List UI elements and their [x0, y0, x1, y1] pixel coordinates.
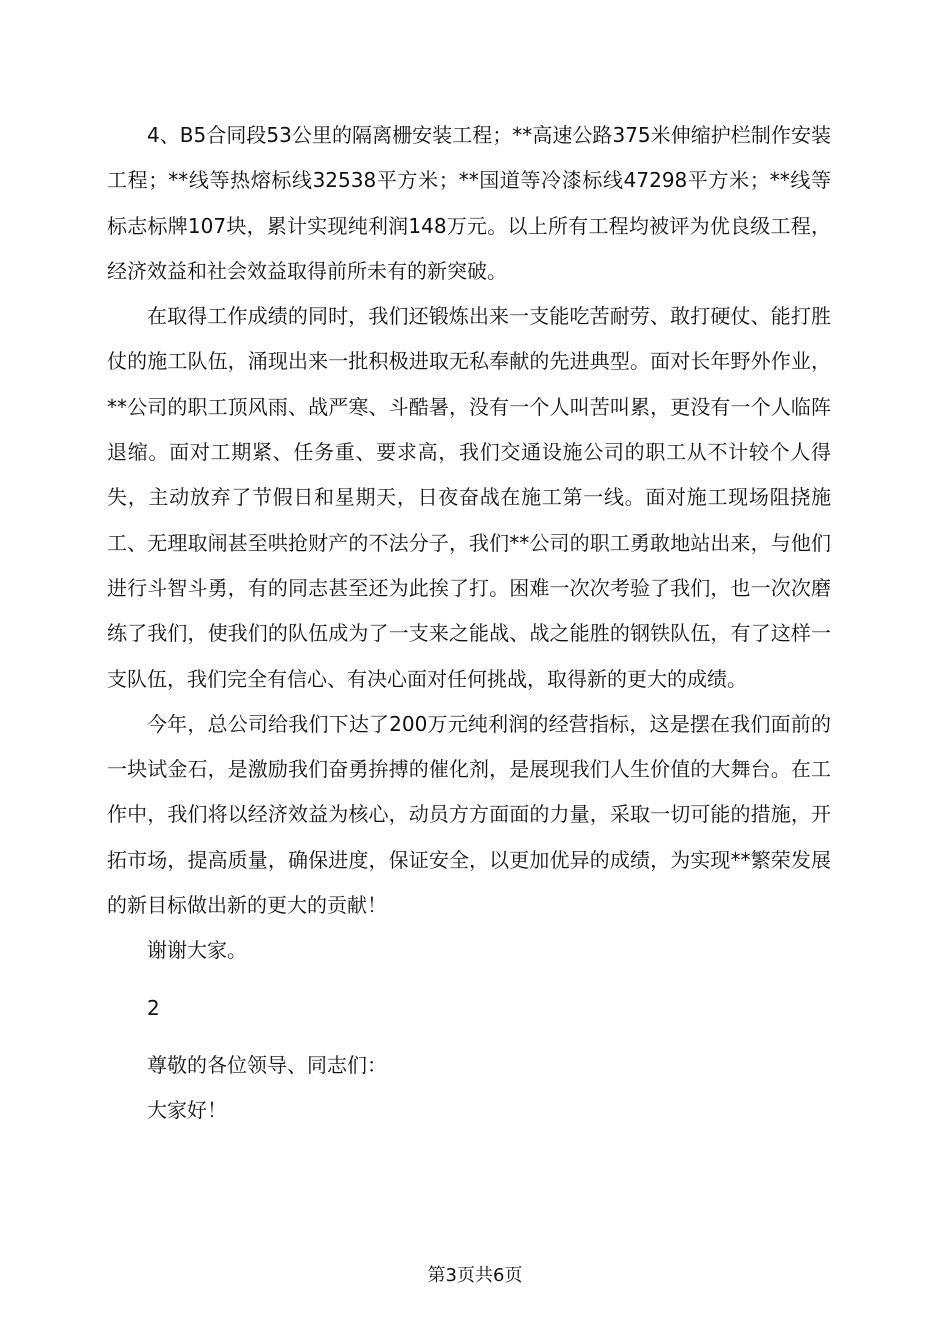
page-footer	[0, 1264, 950, 1288]
section-spacer	[107, 974, 831, 986]
salutation: 尊敬的各位领导、同志们：	[147, 1052, 387, 1077]
section-spacer-2	[107, 1031, 831, 1043]
paragraph-3: 今年，总公司给我们下达了200万元纯利润的经营指标，这是摆在我们面前的一块试金石，是激励我们奋勇拚搏的催化剂，是展现我们人生价值的大舞台。在工作中，我们将以经济效益为核心，动员方方面面的力量，采取一切可能的措施，开拓市场，提高质量，确保进度，保证安全，以更加优异的成绩，为实现**繁荣发展的新目标做出新的更大的贡献！	[107, 711, 831, 918]
page-number-label: 第3页共6页	[427, 1265, 523, 1286]
paragraph-1: 4、B5合同段53公里的隔离栅安装工程；**高速公路375米伸缩护栏制作安装工程；**线等热熔标线32538平方米；**国道等冷漆标线47298平方米；**线等标志标牌107块，累计实现纯利润148万元。以上所有工程均被评为优良级工程，经济效益和社会效益取得前所未有的新突破。	[107, 123, 831, 283]
greeting: 大家好！	[147, 1098, 227, 1123]
section-number: 2	[147, 995, 160, 1020]
document-body	[107, 113, 831, 1134]
paragraph-2: 在取得工作成绩的同时，我们还锻炼出来一支能吃苦耐劳、敢打硬仗、能打胜仗的施工队伍，涌现出来一批积极进取无私奉献的先进典型。面对长年野外作业，**公司的职工顶风雨、战严寒、斗酷暑，没有一个人叫苦叫累，更没有一个人临阵退缩。面对工期紧、任务重、要求高，我们交通设施公司的职工从不计较个人得失，主动放弃了节假日和星期天，日夜奋战在施工第一线。面对施工现场阻挠施工、无理取闹甚至哄抢财产的不法分子，我们**公司的职工勇敢地站出来，与他们进行斗智斗勇，有的同志甚至还为此挨了打。困难一次次考验了我们，也一次次磨练了我们，使我们的队伍成为了一支来之能战、战之能胜的钢铁队伍，有了这样一支队伍，我们完全有信心、有决心面对任何挑战，取得新的更大的成绩。	[107, 304, 831, 691]
closing-line: 谢谢大家。	[147, 938, 247, 963]
